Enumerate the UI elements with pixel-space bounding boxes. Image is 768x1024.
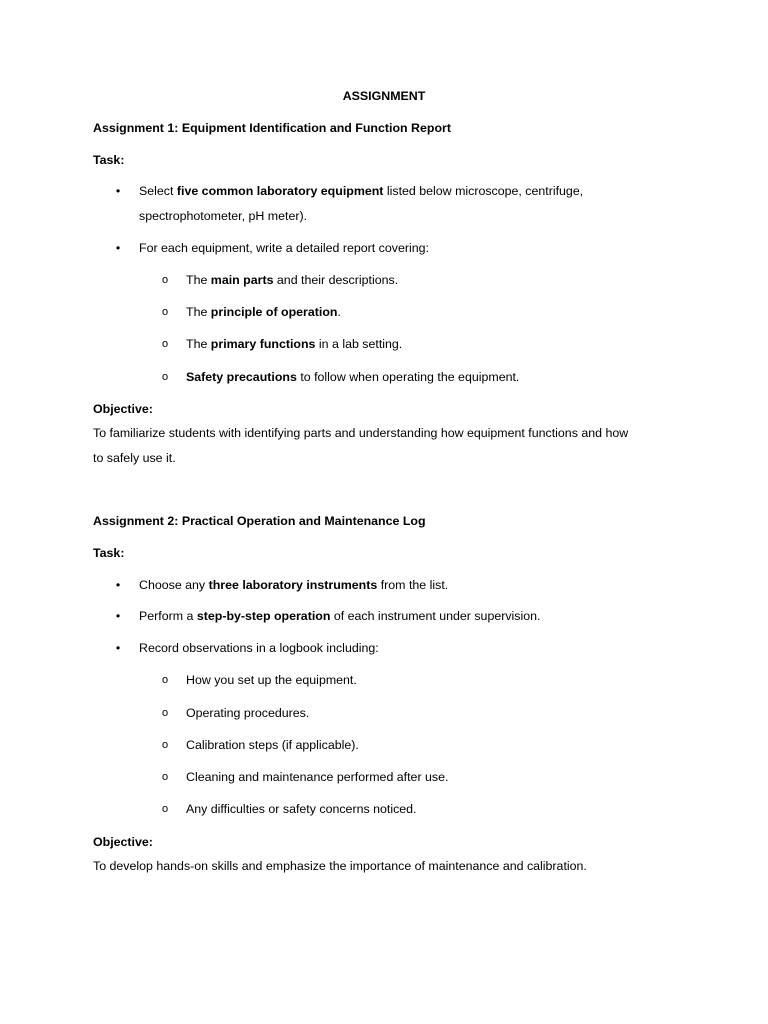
sub-bullet-icon: o: [161, 803, 169, 815]
sub-bullet-icon: o: [161, 771, 169, 783]
assignment-2-bullet-2: [139, 608, 540, 624]
text-run: and their descriptions.: [273, 273, 399, 287]
assignment-2-task-label: Task:: [93, 546, 125, 560]
sub-bullet-icon: o: [161, 306, 169, 318]
bold-text: principle of operation: [210, 305, 338, 319]
text-run: The: [186, 305, 211, 319]
assignment-2-heading: Assignment 2: Practical Operation and Maintenance Log: [93, 514, 426, 528]
assignment-1-objective-label: Objective:: [93, 402, 153, 416]
bold-text: three laboratory instruments: [208, 578, 378, 592]
assignment-1-bullet-1-continuation: spectrophotometer, pH meter).: [139, 209, 308, 223]
text-run: Choose any: [139, 578, 209, 592]
sub-bullet-icon: o: [161, 338, 169, 350]
assignment-2-objective-text: To develop hands-on skills and emphasize the importance of maintenance and calibration.: [93, 859, 587, 873]
assignment-2-sub-bullet-5: Any difficulties or safety concerns noticed.: [186, 802, 417, 816]
bold-text: five common laboratory equipment: [176, 184, 384, 198]
text-run: Select: [139, 184, 177, 198]
text-run: Perform a: [139, 609, 197, 623]
sub-bullet-icon: o: [161, 274, 169, 286]
text-run: .: [337, 305, 341, 319]
bullet-icon: •: [115, 241, 121, 255]
bullet-icon: •: [115, 609, 121, 623]
text-run: from the list.: [377, 578, 449, 592]
assignment-2-sub-bullet-3: Calibration steps (if applicable).: [186, 738, 359, 752]
sub-bullet-icon: o: [161, 674, 169, 686]
assignment-2-objective-label: Objective:: [93, 835, 153, 849]
assignment-1-sub-bullet-4: [186, 369, 519, 385]
assignment-2-bullet-1: [139, 577, 448, 593]
assignment-1-heading: Assignment 1: Equipment Identification and Function Report: [93, 121, 451, 135]
assignment-1-task-label: Task:: [93, 153, 125, 167]
text-run: to follow when operating the equipment.: [296, 370, 520, 384]
assignment-1-bullet-2: For each equipment, write a detailed report covering:: [139, 241, 429, 255]
assignment-2-bullet-3: Record observations in a logbook including:: [139, 641, 379, 655]
bullet-icon: •: [115, 578, 121, 592]
assignment-1-objective-text: To familiarize students with identifying parts and understanding how equipment functions and how: [93, 426, 629, 440]
text-run: listed below microscope, centrifuge,: [383, 184, 584, 198]
assignment-1-objective-text-continuation: to safely use it.: [93, 451, 176, 465]
bold-text: main parts: [210, 273, 274, 287]
assignment-1-bullet-1: [139, 183, 583, 199]
bold-text: primary functions: [210, 337, 316, 351]
assignment-1-sub-bullet-1: [186, 272, 398, 288]
bullet-icon: •: [115, 184, 121, 198]
document-title: ASSIGNMENT: [342, 89, 426, 103]
assignment-2-sub-bullet-1: How you set up the equipment.: [186, 673, 357, 687]
assignment-1-sub-bullet-3: [186, 336, 402, 352]
text-run: The: [186, 273, 211, 287]
text-run: in a lab setting.: [315, 337, 403, 351]
sub-bullet-icon: o: [161, 739, 169, 751]
sub-bullet-icon: o: [161, 371, 169, 383]
assignment-2-sub-bullet-4: Cleaning and maintenance performed after use.: [186, 770, 449, 784]
sub-bullet-icon: o: [161, 707, 169, 719]
assignment-2-sub-bullet-2: Operating procedures.: [186, 706, 310, 720]
bullet-icon: •: [115, 641, 121, 655]
bold-text: Safety precautions: [186, 370, 297, 384]
text-run: of each instrument under supervision.: [330, 609, 541, 623]
bold-text: step-by-step operation: [196, 609, 331, 623]
text-run: The: [186, 337, 211, 351]
assignment-1-sub-bullet-2: [186, 304, 341, 320]
